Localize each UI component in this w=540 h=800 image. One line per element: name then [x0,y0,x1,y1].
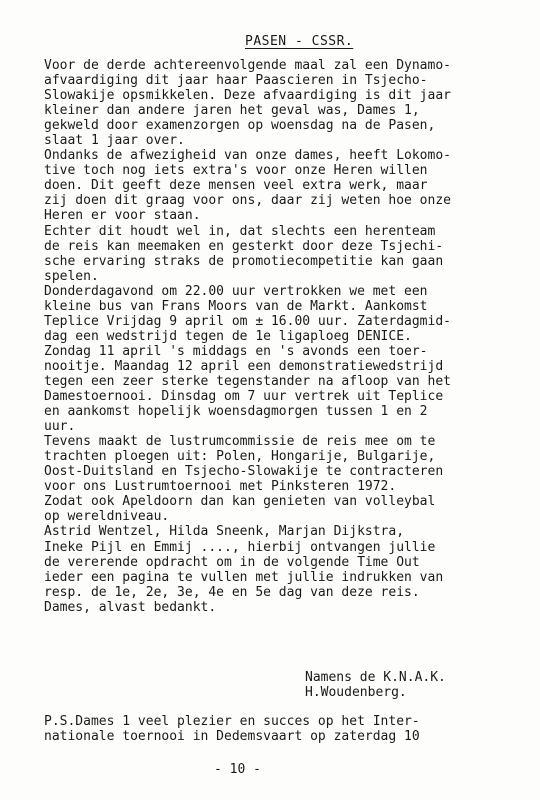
body-text-line: Dames, alvast bedankt. [44,599,217,615]
article-body [44,58,524,615]
body-text-line: dag een wedstrijd tegen de 1e ligaploeg DENICE. [44,328,412,344]
body-text-line: nooitje. Maandag 12 april een demonstratiewedstrijd [44,358,444,374]
body-text-line: afvaardiging dit jaar haar Paascieren in Tsjecho- [44,73,428,89]
body-text-line: Echter dit houdt wel in, dat slechts een herenteam [44,223,436,239]
body-text-line: de reis kan meemaken en gesterkt door deze Tsjechi- [44,238,444,254]
body-text-line: Ineke Pijl en Emmij ...., hierbij ontvangen jullie [44,539,436,555]
signature-line: Namens de K.N.A.K. [305,670,446,685]
body-text-line: Teplice Vrijdag 9 april om ± 16.00 uur. Zaterdagmid- [44,313,451,329]
body-text-line: kleine bus van Frans Moors van de Markt. Aankomst [44,298,428,314]
body-text-line: slaat 1 jaar over. [44,133,185,149]
body-text-line: Astrid Wentzel, Hilda Sneenk, Marjan Dijkstra, [44,524,405,540]
body-text-line: Damestoernooi. Dinsdag om 7 uur vertrek uit Teplice [44,389,444,405]
postscript [44,714,524,744]
body-text-line: ieder een pagina te vullen met jullie indrukken van [44,569,444,585]
body-text-line: trachten ploegen uit: Polen, Hongarije, Bulgarije, [44,449,436,465]
body-text-line: doen. Dit geeft deze mensen veel extra werk, maar [44,178,428,194]
page-title: PASEN - CSSR. [245,34,354,49]
body-text-line: tive toch nog iets extra's voor onze Heren willen [44,163,428,179]
body-text-line: spelen. [44,268,99,284]
body-text-line: voor ons Lustrumtoernooi met Pinksteren 1972. [44,479,397,495]
body-text-line: Zondag 11 april 's middags en 's avonds een toer- [44,343,428,359]
body-text-line: resp. de 1e, 2e, 3e, 4e en 5e dag van deze reis. [44,584,420,600]
body-text-line: Voor de derde achtereenvolgende maal zal een Dynamo- [44,58,451,73]
body-text-line: sche ervaring straks de promotiecompetitie kan gaan [44,253,444,269]
body-text-line: Zodat ook Apeldoorn dan kan genieten van volleybal [44,494,436,510]
body-text-line: Ondanks de afwezigheid van onze dames, heeft Lokomo- [44,148,451,164]
body-text-line: Tevens maakt de lustrumcommissie de reis mee om te [44,434,436,450]
body-text-line: uur. [44,419,76,435]
body-text-line: en aankomst hopelijk woensdagmorgen tussen 1 en 2 [44,404,428,420]
body-text-line: op wereldniveau. [44,509,170,525]
body-text-line: de vererende opdracht om in de volgende Time Out [44,554,420,570]
signature-line: H.Woudenberg. [305,685,407,701]
body-text-line: tegen een zeer sterke tegenstander na afloop van het [44,373,451,389]
postscript-line: P.S.Dames 1 veel plezier en succes op het Inter- [44,714,420,729]
body-text-line: gekweld door examenzorgen op woensdag na de Pasen, [44,118,436,134]
signature-block [305,670,446,700]
body-text-line: kleiner dan andere jaren het geval was, Dames 1, [44,103,420,119]
body-text-line: zij doen dit graag voor ons, daar zij weten hoe onze [44,193,451,209]
body-text-line: Oost-Duitsland en Tsjecho-Slowakije te contracteren [44,464,444,480]
postscript-line: nationale toernooi in Dedemsvaart op zaterdag 10 [44,729,420,745]
body-text-line: Donderdagavond om 22.00 uur vertrokken we met een [44,283,428,299]
body-text-line: Heren er voor staan. [44,208,201,224]
page-number: - 10 - [214,762,261,777]
body-text-line: Slowakije opsmikkelen. Deze afvaardiging is dit jaar [44,88,451,104]
